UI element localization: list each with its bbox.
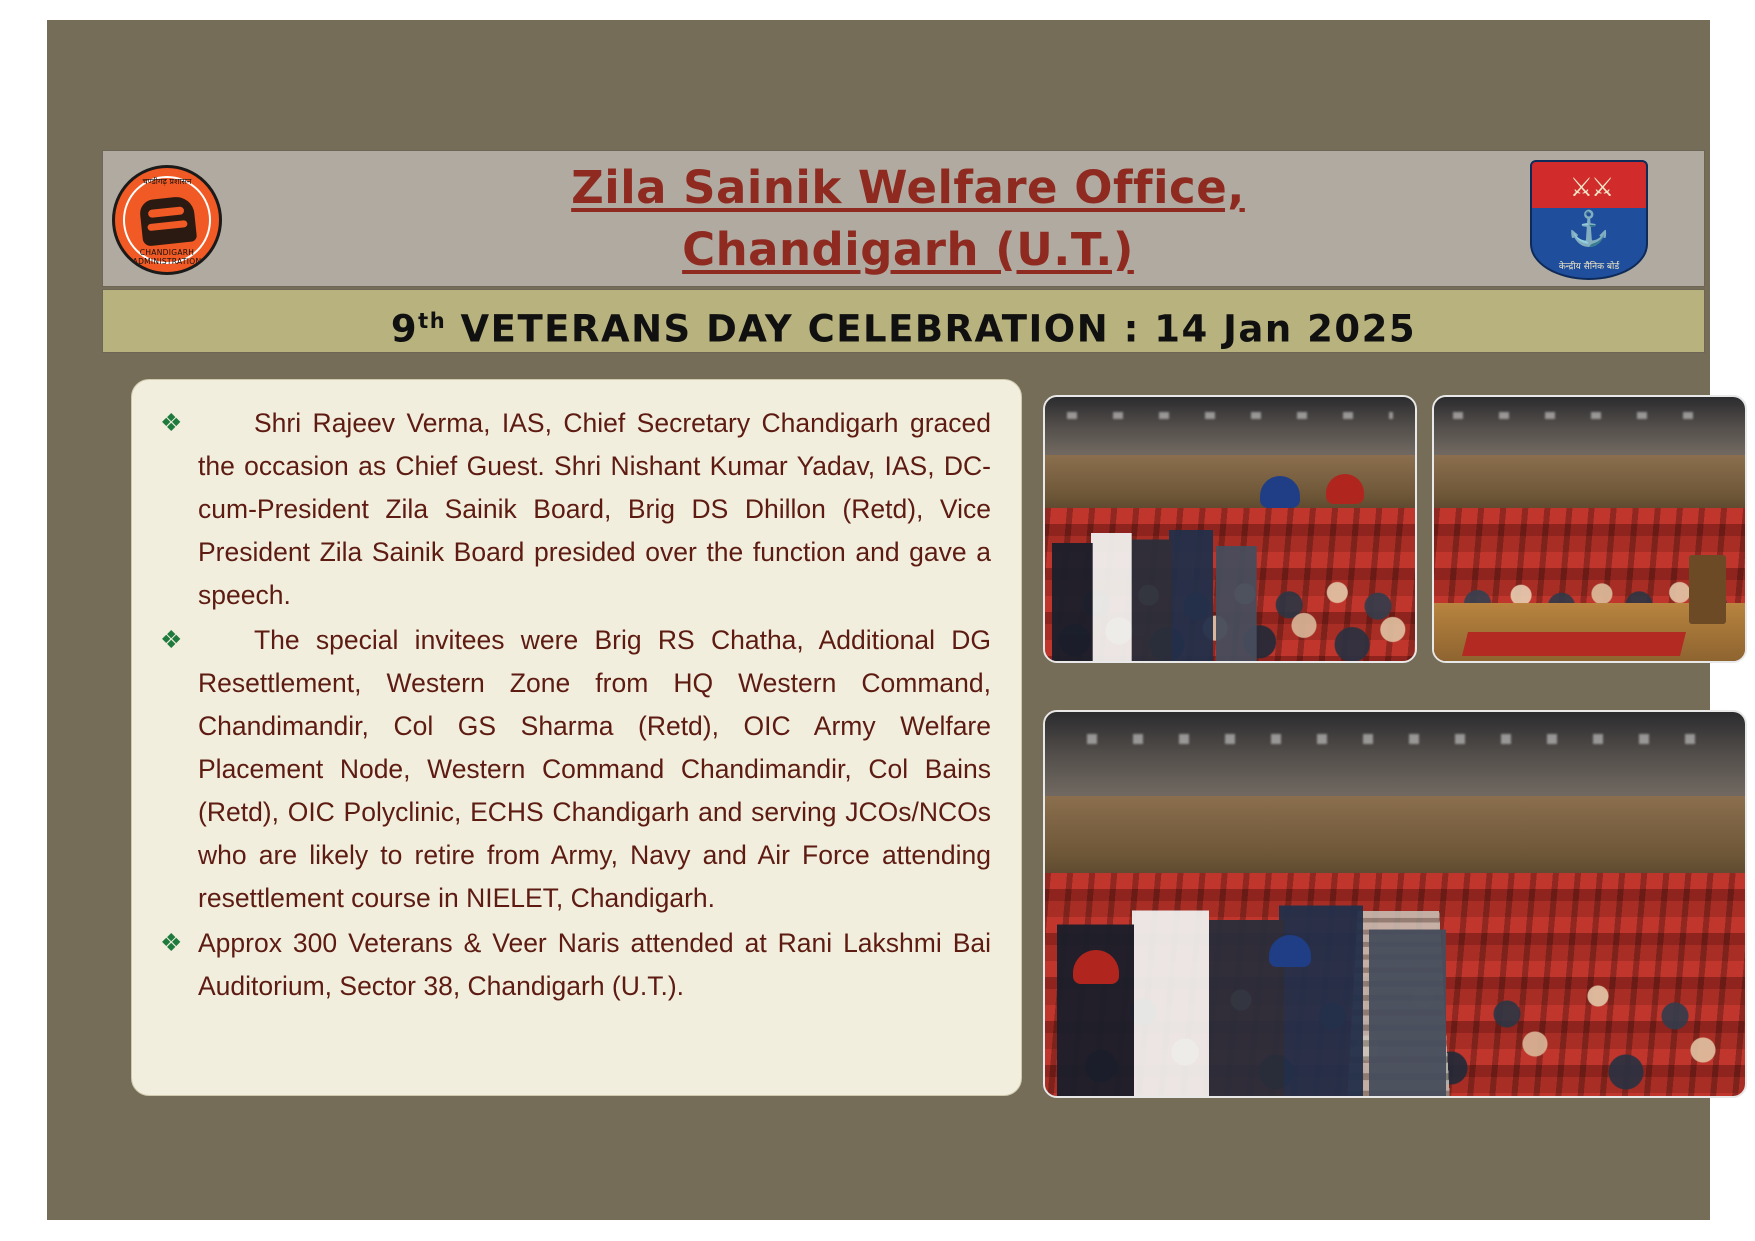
crossed-swords-icon: ⚔⚔: [1569, 172, 1613, 202]
kendriya-sainik-board-crest-icon: [1530, 160, 1648, 280]
page-title-line-1: Zila Sainik Welfare Office,: [571, 161, 1245, 214]
list-item-text: The special invitees were Brig RS Chatha, Additional DG Resettlement, Western Zone from HQ Western Command, Chandimandir, Col GS Sharma (Retd), OIC Army Welfare Placement Node, Western Command Chandimandir, Col Bains (Retd), OIC Polyclinic, ECHS Chandigarh and serving JCOs/NCOs who are likely to retire from Army, Navy and Air Force attending resettlement course in NIELET, Chandigarh.: [198, 625, 991, 913]
page-title-line-2: Chandigarh (U.T.): [682, 223, 1134, 276]
photo-1-foreground-figures: [1045, 497, 1415, 661]
poster-body: [47, 20, 1710, 1220]
photo-2-red-carpet: [1462, 632, 1686, 656]
list-item-text: Approx 300 Veterans & Veer Naris attended at Rani Lakshmi Bai Auditorium, Sector 38, Chandigarh (U.T.).: [198, 928, 991, 1001]
event-subtitle-text: VETERANS DAY CELEBRATION : 14 Jan 2025: [446, 307, 1417, 351]
seal-top-text: चण्डीगढ़ प्रशासन: [142, 177, 192, 186]
photo-2-scene: [1434, 397, 1745, 661]
event-subtitle: [103, 290, 1704, 354]
event-ordinal-suffix: th: [418, 309, 447, 333]
photo-3-foreground-figures: [1045, 858, 1745, 1096]
photo-chief-guest-greeting-veterans: [1043, 395, 1417, 663]
photo-auditorium-audience-wide: [1432, 395, 1747, 663]
seal-open-hand-glyph: [139, 195, 198, 246]
photo-2-podium: [1689, 555, 1726, 624]
list-item: [156, 922, 991, 1008]
bullet-marker-icon: ❖: [160, 409, 183, 437]
chandigarh-administration-seal-icon: [112, 165, 222, 275]
header-bar: [102, 150, 1705, 287]
page-title: [303, 157, 1513, 281]
photo-1-blue-turban: [1260, 476, 1300, 508]
list-item-text: Shri Rajeev Verma, IAS, Chief Secretary Chandigarh graced the occasion as Chief Guest. Shri Nishant Kumar Yadav, IAS, DC-cum-President Zila Sainik Board, Brig DS Dhillon (Retd), Vice President Zila Sainik Board presided over the function and gave a speech.: [198, 408, 991, 610]
photo-seated-veterans-and-veer-naris: [1043, 710, 1747, 1098]
seal-bottom-text: CHANDIGARH ADMINISTRATION: [132, 248, 202, 266]
bullet-marker-icon: ❖: [160, 626, 183, 654]
list-item: [156, 402, 991, 617]
photo-3-scene: [1045, 712, 1745, 1096]
event-subtitle-band: [102, 289, 1705, 353]
list-item: [156, 619, 991, 920]
bullet-marker-icon: ❖: [160, 929, 183, 957]
content-card: [131, 379, 1022, 1096]
anchor-icon: ⚓: [1567, 210, 1611, 248]
crest-label: केन्द्रीय सैनिक बोर्ड: [1558, 262, 1620, 272]
event-ordinal-number: 9: [390, 307, 419, 351]
photo-1-scene: [1045, 397, 1415, 661]
